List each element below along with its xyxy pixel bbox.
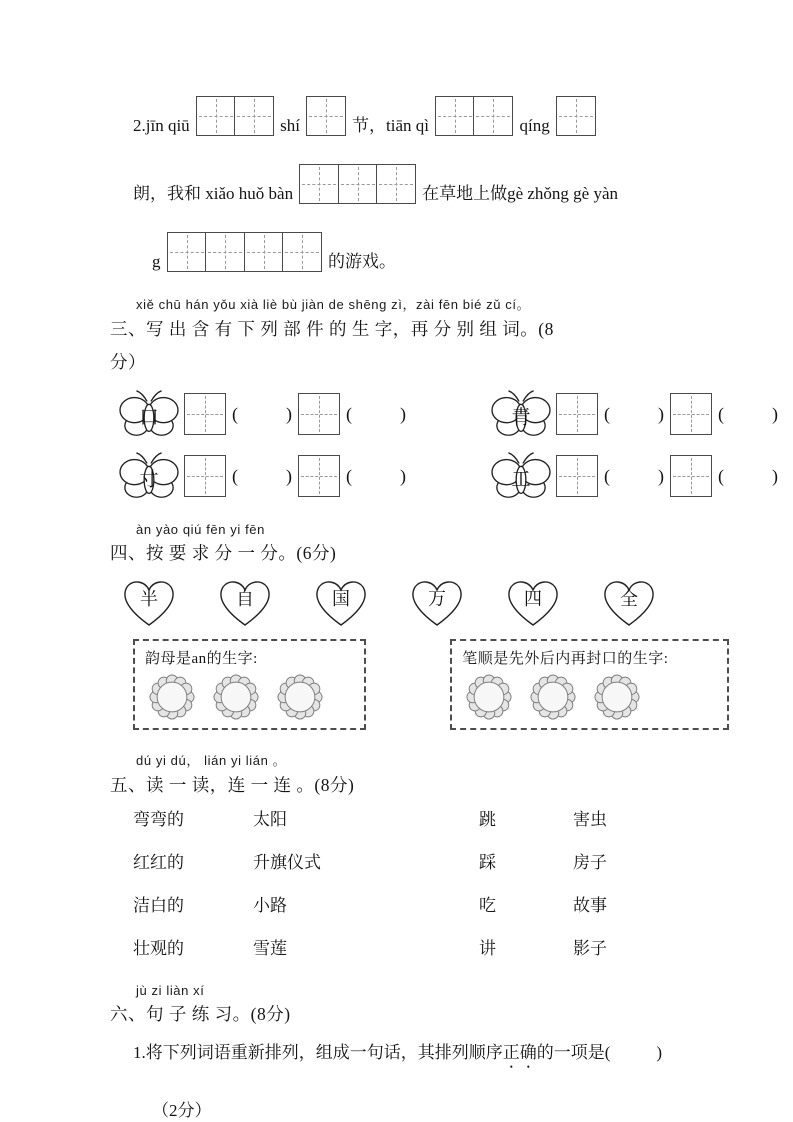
word-blank[interactable] — [244, 466, 280, 486]
flower-answer-slot[interactable] — [594, 674, 640, 720]
question-text: 的一项是( — [536, 1043, 611, 1062]
q2-line2-prefix: 朗，我和 xiǎo huǒ bàn — [133, 184, 294, 203]
word-blank[interactable] — [358, 404, 394, 424]
section-6-pinyin: jù zi liàn xí — [136, 983, 205, 998]
writing-grid-tianqi — [435, 96, 514, 138]
blank-paren-open: ( — [232, 465, 238, 486]
q2-line-2 — [133, 164, 729, 206]
word-blank[interactable] — [616, 404, 652, 424]
blank-paren-close: ) — [658, 403, 664, 424]
butterfly-row-2 — [118, 448, 778, 504]
flower-answer-slot[interactable] — [213, 674, 259, 720]
q2-line2-suffix: 在草地上做gè zhǒng gè yàn — [422, 184, 619, 203]
q2-line-3 — [152, 232, 729, 274]
q2-pinyin-shi: shí — [280, 116, 301, 135]
writing-grid-shi — [306, 96, 346, 138]
section-5-title: 五、读 一 读，连 一 连 。(8分) — [110, 775, 355, 795]
writing-box[interactable] — [306, 96, 346, 136]
q2-prefix-text: 2.jīn qiū — [133, 116, 190, 135]
component-character: 寸 — [139, 469, 159, 491]
match-word[interactable]: 故事 — [573, 896, 607, 915]
butterfly-shape — [118, 386, 180, 442]
heart-item[interactable] — [598, 575, 660, 631]
match-word[interactable]: 升旗仪式 — [253, 853, 321, 872]
component-unit-qing — [490, 386, 780, 442]
heart-item[interactable] — [118, 575, 180, 631]
writing-box[interactable] — [556, 96, 596, 136]
writing-box[interactable] — [205, 232, 245, 272]
writing-box[interactable] — [244, 232, 284, 272]
match-word[interactable]: 壮观的 — [133, 939, 184, 958]
writing-box[interactable] — [670, 393, 712, 435]
blank-paren-close: ) — [400, 403, 406, 424]
q2-line-1 — [133, 96, 729, 138]
section-5 — [110, 750, 729, 961]
match-word[interactable]: 吃 — [479, 896, 496, 915]
butterfly-shape — [118, 448, 180, 504]
writing-box[interactable] — [556, 393, 598, 435]
sorting-boxes — [133, 639, 729, 730]
word-blank[interactable] — [730, 466, 766, 486]
section-3-title-wrap: 分） — [110, 352, 146, 372]
heart-character: 半 — [140, 589, 158, 609]
blank-paren-close: ) — [286, 403, 292, 424]
blank-paren-close: ) — [772, 465, 778, 486]
writing-box[interactable] — [435, 96, 475, 136]
writing-box[interactable] — [282, 232, 322, 272]
blank-paren-close: ) — [772, 403, 778, 424]
match-word[interactable]: 讲 — [479, 939, 496, 958]
section-4 — [110, 522, 729, 730]
section-4-title: 四、按 要 求 分 一 分。(6分) — [110, 543, 337, 563]
match-word[interactable]: 踩 — [479, 853, 496, 872]
blank-paren-close: ) — [286, 465, 292, 486]
blank-paren-open: ( — [232, 403, 238, 424]
heart-character: 四 — [524, 589, 542, 609]
heart-character: 自 — [236, 589, 254, 609]
section-4-pinyin: àn yào qiú fēn yi fēn — [136, 522, 265, 537]
match-word[interactable]: 红红的 — [133, 853, 184, 872]
writing-box[interactable] — [473, 96, 513, 136]
blank-paren-open: ( — [718, 465, 724, 486]
writing-box[interactable] — [196, 96, 236, 136]
q2-text-jie: 节，tiān qì — [352, 116, 429, 135]
word-blank[interactable] — [244, 404, 280, 424]
section-3-pinyin: xiě chū hán yǒu xià liè bù jiàn de shēng zì，zài fēn bié zǔ cí。 — [136, 297, 531, 312]
blank-paren-open: ( — [604, 465, 610, 486]
heart-item[interactable] — [310, 575, 372, 631]
component-character: 口 — [139, 407, 159, 429]
blank-paren-open: ( — [346, 465, 352, 486]
word-blank[interactable] — [730, 404, 766, 424]
component-unit-gong — [490, 448, 780, 504]
component-character: 青 — [511, 407, 531, 429]
butterfly-shape — [490, 386, 552, 442]
match-word[interactable]: 洁白的 — [133, 896, 184, 915]
writing-box[interactable] — [670, 455, 712, 497]
writing-box[interactable] — [234, 96, 274, 136]
writing-box[interactable] — [556, 455, 598, 497]
answer-flowers — [149, 674, 354, 720]
match-word[interactable]: 小路 — [253, 896, 287, 915]
score-note: （2分） — [152, 1101, 212, 1120]
writing-box[interactable] — [376, 164, 416, 204]
writing-box[interactable] — [298, 393, 340, 435]
q2-pinyin-qing: qíng — [519, 116, 550, 135]
question-6-1 — [133, 1038, 729, 1072]
question-text: 1.将下列词语重新排列，组成一句话，其排列顺序 — [133, 1043, 503, 1062]
question-2-block — [110, 96, 729, 274]
writing-box[interactable] — [184, 455, 226, 497]
match-word[interactable]: 雪莲 — [253, 939, 287, 958]
match-word[interactable]: 害虫 — [573, 810, 607, 829]
sort-box-stroke-order — [450, 639, 729, 730]
answer-flowers — [466, 674, 717, 720]
writing-box[interactable] — [298, 455, 340, 497]
sort-box-an-final — [133, 639, 366, 730]
writing-grid-gezhonggeyang — [167, 232, 323, 274]
q2-line3-prefix: g — [152, 252, 161, 271]
flower-answer-slot[interactable] — [466, 674, 512, 720]
writing-box[interactable] — [338, 164, 378, 204]
blank-paren-close: ) — [656, 1043, 663, 1062]
flower-answer-slot[interactable] — [530, 674, 576, 720]
section-6-title: 六、句 子 练 习。(8分) — [110, 1004, 291, 1024]
writing-grid-jinqiu — [196, 96, 275, 138]
flower-answer-slot[interactable] — [277, 674, 323, 720]
heart-character: 全 — [620, 589, 638, 609]
match-word[interactable]: 跳 — [479, 810, 496, 829]
section-3-title: 三、写 出 含 有 下 列 部 件 的 生 字，再 分 别 组 词。(8 — [110, 319, 554, 339]
blank-paren-open: ( — [604, 403, 610, 424]
question-text-emphasized: 正确 — [502, 1043, 537, 1062]
blank-paren-open: ( — [718, 403, 724, 424]
blank-paren-open: ( — [346, 403, 352, 424]
match-word[interactable]: 弯弯的 — [133, 810, 184, 829]
q2-line3-suffix: 的游戏。 — [328, 252, 396, 271]
sort-box-label: 笔顺是先外后内再封口的生字: — [462, 651, 669, 667]
butterfly-shape — [490, 448, 552, 504]
blank-paren-close: ) — [658, 465, 664, 486]
heart-item[interactable] — [406, 575, 468, 631]
writing-grid-xiaohuoban — [299, 164, 416, 206]
component-character: 工 — [511, 469, 531, 491]
heart-item[interactable] — [502, 575, 564, 631]
writing-box[interactable] — [167, 232, 207, 272]
section-3 — [110, 294, 778, 504]
heart-item[interactable] — [214, 575, 276, 631]
match-word[interactable]: 影子 — [573, 939, 607, 958]
match-word[interactable]: 房子 — [573, 853, 607, 872]
writing-grid-qing — [556, 96, 596, 138]
component-unit-cun — [118, 448, 408, 504]
matching-exercise — [133, 807, 729, 961]
writing-box[interactable] — [184, 393, 226, 435]
match-word[interactable]: 太阳 — [253, 810, 287, 829]
writing-box[interactable] — [299, 164, 339, 204]
heart-characters-row — [118, 575, 729, 631]
answer-blank[interactable] — [610, 1042, 656, 1058]
section-5-pinyin: dú yi dú， lián yi lián 。 — [136, 753, 287, 768]
flower-answer-slot[interactable] — [149, 674, 195, 720]
word-blank[interactable] — [358, 466, 394, 486]
butterfly-row-1 — [118, 386, 778, 442]
section-6 — [110, 983, 729, 1121]
heart-character: 万 — [428, 589, 446, 609]
word-blank[interactable] — [616, 466, 652, 486]
sort-box-label: 韵母是an的生字: — [145, 651, 258, 667]
blank-paren-close: ) — [400, 465, 406, 486]
component-unit-kou — [118, 386, 408, 442]
heart-character: 国 — [332, 589, 350, 609]
